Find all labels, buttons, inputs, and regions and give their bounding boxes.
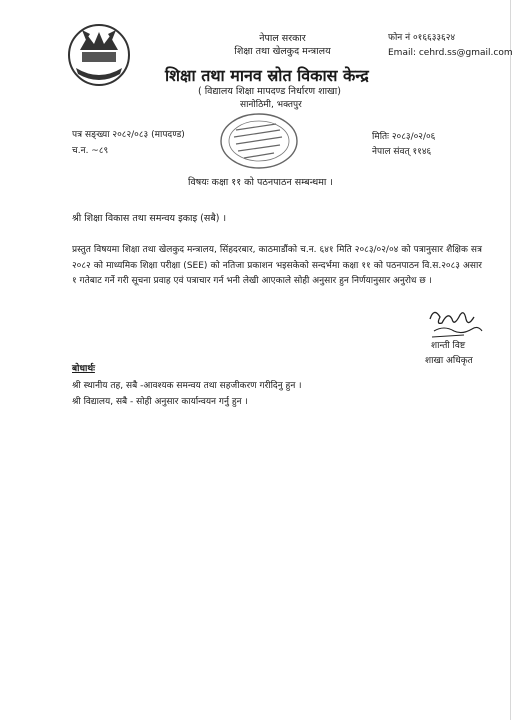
center-title: शिक्षा तथा मानव स्रोत विकास केन्द्र bbox=[165, 66, 369, 85]
division-name: ( विद्यालय शिक्षा मापदण्ड निर्धारण शाखा) bbox=[198, 86, 341, 97]
official-stamp-icon bbox=[216, 110, 302, 172]
phone-number: फोन नं ०१६६३३६२४ bbox=[388, 33, 456, 43]
letter-body: प्रस्तुत विषयमा शिक्षा तथा खेलकुद मन्त्रालय, सिंहदरबार, काठमाडौंको च.न. ६४१ मिति २०८३/०२/०४ को पत्रानुसार शैक्षिक सत्र २०८२ को माध्यमिक शिक्षा परीक्षा (SEE) को नतिजा प्रकाशन भइसकेको सन्दर्भमा कक्षा ११ को पठनपाठन वि.स.२०८३ असार १ गतेबाट गर्ने गरी सूचना प्रवाह एवं पत्राचार गर्न भनी लेखी आएकाले सोही अनुसार हुन निर्णयानुसार अनुरोध छ । bbox=[72, 245, 482, 286]
cc-line-local-level: श्री स्थानीय तह, सबै -आवश्यक समन्वय तथा सहजीकरण गरीदिनु हुन । bbox=[72, 381, 302, 391]
signatory-name: शान्ती विष्ट bbox=[431, 341, 466, 351]
contact-info bbox=[388, 31, 513, 61]
cc-heading: बोधार्थः bbox=[72, 364, 95, 374]
subject-line: विषयः कक्षा ११ को पठनपाठन सम्बन्धमा । bbox=[188, 177, 333, 188]
ministry-header bbox=[225, 32, 340, 58]
office-address: सानोठिमी, भक्तपुर bbox=[240, 100, 302, 110]
nepal-emblem-icon bbox=[66, 22, 132, 88]
dispatch-number: च.न. ~८९ bbox=[72, 146, 109, 156]
letter-number: पत्र सङ्ख्या २०८२/०८३ (मापदण्ड) bbox=[72, 130, 185, 140]
date-block bbox=[372, 130, 435, 160]
email-address: Email: cehrd.ss@gmail.com bbox=[388, 48, 513, 58]
scan-edge-line bbox=[510, 0, 511, 720]
government-name: नेपाल सरकार bbox=[259, 33, 306, 44]
addressee: श्री शिक्षा विकास तथा समन्वय इकाइ (सबै) । bbox=[72, 213, 227, 224]
reference-block bbox=[72, 127, 185, 159]
nepal-sambat-year: नेपाल संवत् ११४६ bbox=[372, 147, 432, 157]
signatory-title: शाखा अधिकृत bbox=[425, 356, 473, 366]
cc-line-schools: श्री विद्यालय, सबै - सोही अनुसार कार्यान्वयन गर्नु हुन । bbox=[72, 397, 248, 407]
letter-date: मितिः २०८३/०२/०६ bbox=[372, 132, 436, 142]
ministry-name: शिक्षा तथा खेलकुद मन्त्रालय bbox=[234, 46, 331, 57]
